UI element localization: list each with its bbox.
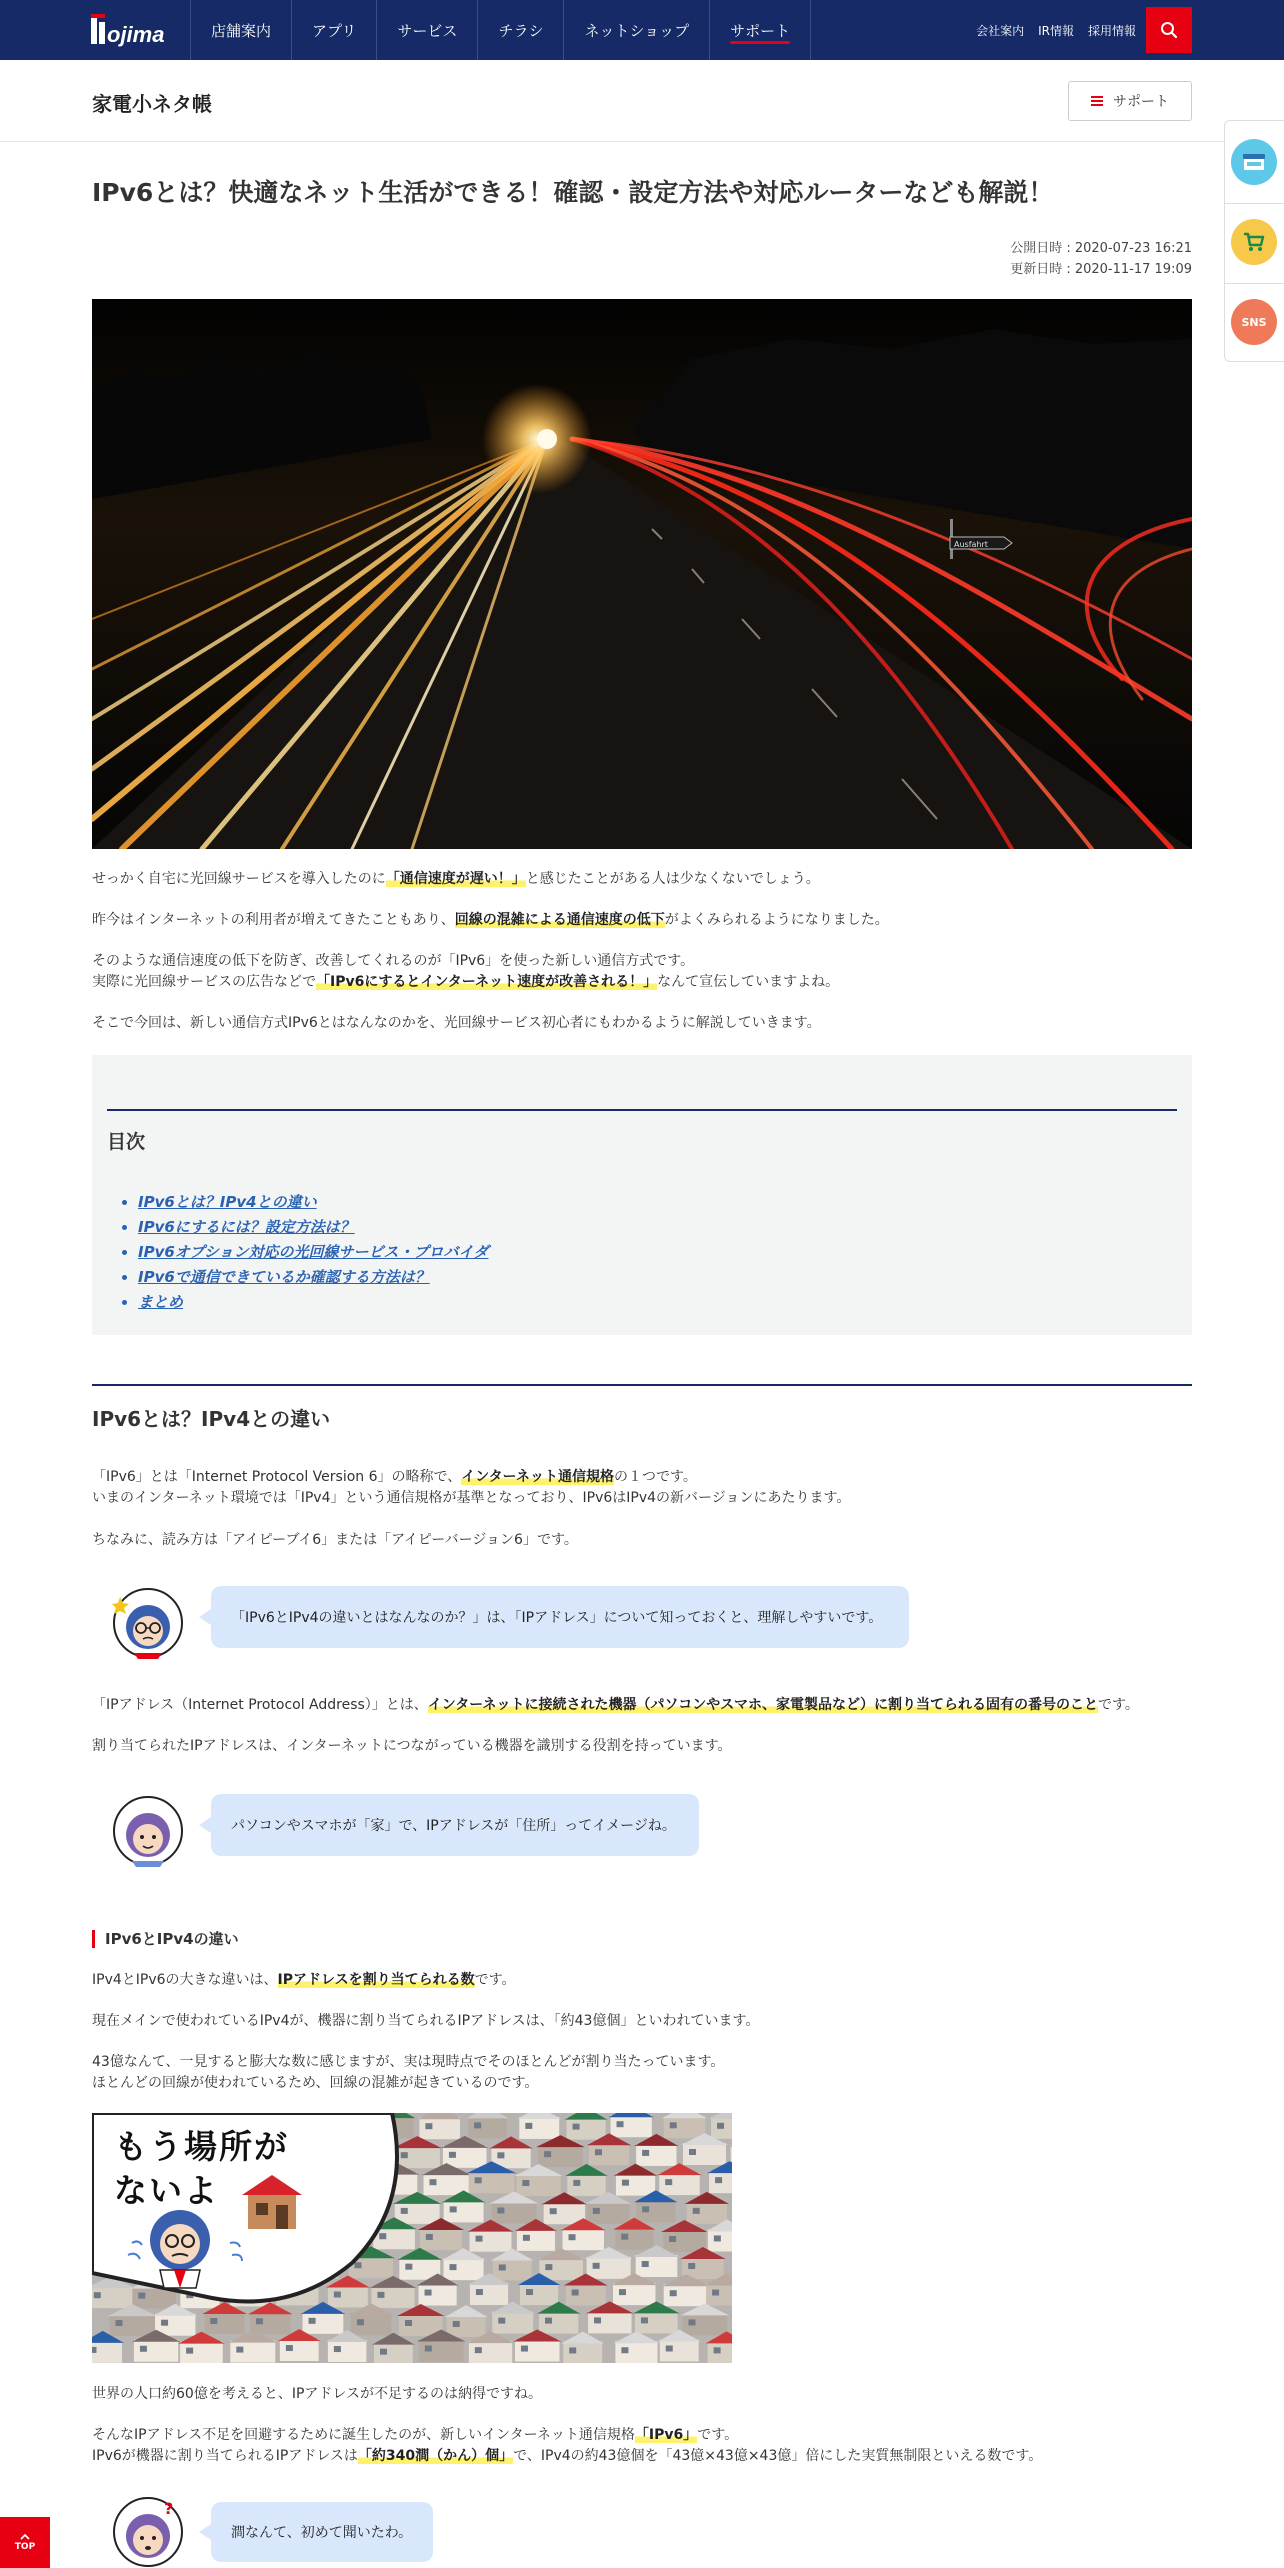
house-window xyxy=(544,2151,551,2157)
nav-item-netshop[interactable]: ネットショップ xyxy=(564,0,710,60)
speech-balloon-1: 「IPv6とIPv4の違いとはなんなのか？」は、「IPアドレス」について知っておくと、理解しやすいです。 xyxy=(211,1586,909,1648)
intro-paragraph-4: そこで今回は、新しい通信方式IPv6とはなんなのかを、光回線サービス初心者にもわかるように解説していきます。 xyxy=(92,1015,821,1031)
house-window xyxy=(573,2180,580,2186)
highway-light-trails-illustration xyxy=(92,299,1192,849)
house-wall xyxy=(616,2174,655,2196)
util-recruit[interactable]: 採用情報 xyxy=(1087,23,1136,38)
svg-text:?: ? xyxy=(164,2499,174,2518)
house-window xyxy=(670,2122,677,2128)
house-window xyxy=(665,2179,672,2185)
house-wall xyxy=(444,2200,484,2222)
house-window xyxy=(621,2347,628,2353)
house-window xyxy=(666,2345,673,2351)
house-window xyxy=(497,2208,504,2214)
published-date: 公開日時 : 2020-07-23 16:21 xyxy=(1010,241,1192,256)
speech-balloon-2: パソコンやスマホが「家」で、IPアドレスが「住所」ってイメージね。 xyxy=(211,1794,699,1856)
house-wall xyxy=(636,2200,675,2222)
monkey-female-question-icon xyxy=(112,2496,184,2568)
house-window xyxy=(380,2349,387,2355)
house-wall xyxy=(567,2174,605,2196)
house-wall xyxy=(615,2228,653,2250)
house-window xyxy=(569,2347,576,2353)
toc-link-5[interactable]: • まとめ xyxy=(138,1290,488,1315)
house-window xyxy=(715,2177,722,2183)
toc-list xyxy=(138,1190,488,1315)
house-window xyxy=(474,2122,481,2128)
house-window xyxy=(525,2123,532,2129)
house-wall xyxy=(567,2118,606,2140)
house-window xyxy=(425,2345,432,2351)
house-window xyxy=(425,2123,432,2129)
monkey-female-icon xyxy=(112,1795,184,1867)
house-window xyxy=(572,2289,579,2295)
nav-item-service[interactable]: サービス xyxy=(377,0,478,60)
nav-item-flyer[interactable]: チラシ xyxy=(478,0,564,60)
svg-text:ojima: ojima xyxy=(107,22,165,47)
house-window xyxy=(688,2319,695,2325)
house-window xyxy=(497,2152,504,2158)
updated-date: 更新日時 : 2020-11-17 19:09 xyxy=(1010,262,1192,277)
house-roof xyxy=(609,2113,654,2117)
monkey-glasses-icon xyxy=(112,1587,184,1659)
house-window xyxy=(354,2262,361,2268)
house-wall xyxy=(563,2341,602,2363)
house-window xyxy=(641,2317,648,2323)
nojima-logo[interactable] xyxy=(91,12,175,48)
house-wall xyxy=(447,2315,486,2337)
house-window xyxy=(115,2320,122,2326)
speech-balloon-3: 澗なんて、初めて聞いたわ。 xyxy=(211,2502,433,2562)
house-window xyxy=(429,2179,436,2185)
house-window xyxy=(334,2291,341,2297)
house-window xyxy=(92,2347,96,2353)
avatar-female-character xyxy=(112,1795,184,1867)
house-window xyxy=(545,2264,552,2270)
subheading-ipv6-vs-ipv4: IPv6とIPv4の違い xyxy=(92,1930,239,1948)
hero-image-light-trails xyxy=(92,299,1192,849)
exit-sign-text: Ausfahrt xyxy=(954,540,988,549)
house-window xyxy=(161,2320,168,2326)
house-window xyxy=(186,2348,193,2354)
house-window xyxy=(717,2123,724,2129)
house-window xyxy=(377,2292,384,2298)
house-window xyxy=(449,2152,456,2158)
toc-link-4[interactable]: • IPv6で通信できているか確認する方法は？ xyxy=(138,1265,488,1290)
house-window xyxy=(401,2152,408,2158)
section1-paragraph-3: 「IPアドレス（Internet Protocol Address）」とは、インターネットに接続された機器（パソコンやスマホ、家電製品など）に割り当てられる固有の番号のことです。 xyxy=(92,1697,1139,1713)
house-window xyxy=(405,2320,412,2326)
section1-paragraph-7: 43億なんて、一見すると膨大な数に感じますが、実は現時点でそのほとんどが割り当たっています。 ほとんどの回線が使われているため、回線の混雑が起きているのです。 xyxy=(92,2054,725,2091)
house-wall xyxy=(493,2258,532,2280)
house-window xyxy=(309,2318,316,2324)
house-wall xyxy=(470,2283,508,2305)
section-divider xyxy=(92,1384,1192,1386)
crowded-houses-illustration xyxy=(92,2113,732,2363)
flyer-float-button[interactable] xyxy=(1231,139,1277,185)
house-window xyxy=(522,2180,529,2186)
house-window xyxy=(334,2346,341,2352)
house-window xyxy=(526,2289,533,2295)
nav-item-stores[interactable]: 店舗案内 xyxy=(191,0,292,60)
house-window xyxy=(573,2124,580,2130)
section1-paragraph-4: 割り当てられたIPアドレスは、インターネットにつながっている機器を識別する役割を持っています。 xyxy=(92,1738,732,1754)
house-window xyxy=(450,2206,457,2212)
house-wall xyxy=(517,2229,555,2251)
back-to-top-button[interactable] xyxy=(0,2517,50,2568)
house-window xyxy=(712,2290,719,2296)
house-wall xyxy=(539,2312,578,2334)
house-window xyxy=(94,2292,101,2298)
house-window xyxy=(714,2235,721,2241)
house-window xyxy=(617,2121,624,2127)
toc-title: 目次 xyxy=(107,1131,146,1153)
nav-item-app[interactable]: アプリ xyxy=(292,0,377,60)
house-window xyxy=(619,2289,626,2295)
sns-float-button[interactable] xyxy=(1231,299,1277,345)
house-wall xyxy=(280,2339,319,2361)
house-window xyxy=(621,2234,628,2240)
house-window xyxy=(357,2319,364,2325)
house-window xyxy=(642,2261,649,2267)
section1-paragraph-8: 世界の人口約60億を考えると、IPアドレスが不足するのは納得ですね。 xyxy=(92,2386,542,2402)
house-wall xyxy=(419,2284,457,2306)
house-window xyxy=(138,2293,145,2299)
house-window xyxy=(593,2263,600,2269)
section1-paragraph-6: 現在メインで使われているIPv4が、機器に割り当てられるIPアドレスは、「約43億個」といわれています。 xyxy=(92,2013,760,2029)
house-window xyxy=(689,2149,696,2155)
house-window xyxy=(256,2318,263,2324)
house-window xyxy=(379,2233,386,2239)
section1-paragraph-1: 「IPv6」とは「Internet Protocol Version 6」の略称で、インターネット通信規格の１つです。 いまのインターネット環境では「IPv4」という通信規格が基準となっており、IPv6はIPv4の新バージョンにあたります。 xyxy=(92,1469,851,1506)
main-menu xyxy=(190,0,811,60)
house-window xyxy=(593,2208,600,2214)
menu-icon xyxy=(1091,96,1103,106)
house-window xyxy=(569,2234,576,2240)
house-window xyxy=(450,2264,457,2270)
house-window xyxy=(425,2290,432,2296)
house-window xyxy=(499,2264,506,2270)
support-menu-button[interactable] xyxy=(1068,81,1192,121)
avatar-male-character xyxy=(112,1587,184,1659)
chevron-up-icon xyxy=(20,2533,30,2540)
house-window xyxy=(453,2321,460,2327)
intro-paragraph-3: そのような通信速度の低下を防ぎ、改善してくれるのが「IPv6」を使った新しい通信方式です。 実際に光回線サービスの広告などで「IPv6にするとインターネット速度が改善される！」なんて宣伝していますよね。 xyxy=(92,953,840,990)
house-wall xyxy=(328,2285,368,2307)
house-window xyxy=(669,2236,676,2242)
section1-paragraph-9: そんなIPアドレス不足を回避するために誕生したのが、新しいインターネット通信規格「IPv6」です。 IPv6が機器に割り当てられるIPアドレスは「約340澗（かん）個」で、IPv4の約43億個を「43億×43億×43億」倍にした実質無制限といえる数です。 xyxy=(92,2427,1043,2464)
house-wall xyxy=(660,2339,699,2361)
toc-link-2[interactable]: • IPv6にするには？設定方法は？ xyxy=(138,1215,488,1240)
house-window xyxy=(642,2206,649,2212)
section1-paragraph-5: IPv4とIPv6の大きな違いは、IPアドレスを割り当てられる数です。 xyxy=(92,1972,516,1988)
search-icon xyxy=(1160,21,1178,39)
house-window xyxy=(622,2180,629,2186)
house-window xyxy=(642,2150,649,2156)
article-title: IPv6とは？快適なネット生活ができる！確認・設定方法や対応ルーターなども解説！ xyxy=(92,178,1054,207)
house-window xyxy=(688,2263,695,2269)
section-title[interactable]: 家電小ネタ帳 xyxy=(92,92,212,116)
house-wall xyxy=(374,2343,413,2363)
house-wall xyxy=(468,2116,507,2138)
house-window xyxy=(594,2317,601,2323)
table-of-contents xyxy=(92,1055,1192,1335)
house-window xyxy=(286,2345,293,2351)
cart-icon xyxy=(1242,231,1266,253)
house-window xyxy=(521,2346,528,2352)
section-heading-ipv6: IPv6とは？IPv4との違い xyxy=(92,1407,331,1431)
side-float-panel xyxy=(1224,120,1284,362)
illustration-caption: もう場所が ないよ xyxy=(114,2127,289,2210)
house-window xyxy=(523,2235,530,2241)
house-window xyxy=(475,2347,482,2353)
house-window xyxy=(693,2208,700,2214)
toc-link-3[interactable]: • IPv6オプション対応の光回線サービス・プロバイダ xyxy=(138,1240,488,1265)
back-to-top-label: TOP xyxy=(14,2542,36,2552)
cart-float-button[interactable] xyxy=(1231,219,1277,265)
house-window xyxy=(426,2234,433,2240)
article-dates xyxy=(1010,238,1192,280)
sub-header xyxy=(0,60,1284,142)
house-window xyxy=(498,2318,505,2324)
support-menu-label: サポート xyxy=(1113,94,1169,110)
house-window xyxy=(140,2346,147,2352)
store-icon xyxy=(1242,152,1266,172)
house-window xyxy=(476,2289,483,2295)
house-wall xyxy=(92,2341,122,2363)
house-window xyxy=(236,2347,243,2353)
util-ir[interactable]: IR情報 xyxy=(1038,23,1074,38)
house-window xyxy=(475,2177,482,2183)
house-window xyxy=(405,2264,412,2270)
house-wall xyxy=(520,2283,558,2305)
house-window xyxy=(595,2149,602,2155)
house-window xyxy=(210,2318,217,2324)
house-window xyxy=(401,2208,408,2214)
utility-links xyxy=(976,0,1136,60)
house-window xyxy=(670,2290,677,2296)
nav-item-support[interactable]: サポート xyxy=(710,0,811,60)
search-button[interactable] xyxy=(1146,7,1192,53)
intro-paragraph-1: せっかく自宅に光回線サービスを導入したのに「通信速度が遅い！」と感じたことがある人は少なくないでしょう。 xyxy=(92,871,820,887)
global-nav xyxy=(0,0,1284,60)
section1-paragraph-2: ちなみに、読み方は「アイピーブイ6」または「アイピーバージョン6」です。 xyxy=(92,1532,578,1548)
toc-link-1[interactable]: • IPv6とは？IPv4との違い xyxy=(138,1190,488,1215)
sns-label: SNS xyxy=(1241,315,1267,329)
avatar-female-character-surprised xyxy=(112,2496,184,2568)
house-window xyxy=(545,2318,552,2324)
house-window xyxy=(714,2347,721,2353)
house-wall xyxy=(519,2117,559,2139)
house-wall xyxy=(328,2340,366,2362)
house-window xyxy=(550,2208,557,2214)
util-company[interactable]: 会社案内 xyxy=(976,23,1025,38)
house-window xyxy=(476,2236,483,2242)
intro-paragraph-2: 昨今はインターネットの利用者が増えてきたこともあり、回線の混雑による通信速度の低下がよくみられるようになりました。 xyxy=(92,912,889,928)
